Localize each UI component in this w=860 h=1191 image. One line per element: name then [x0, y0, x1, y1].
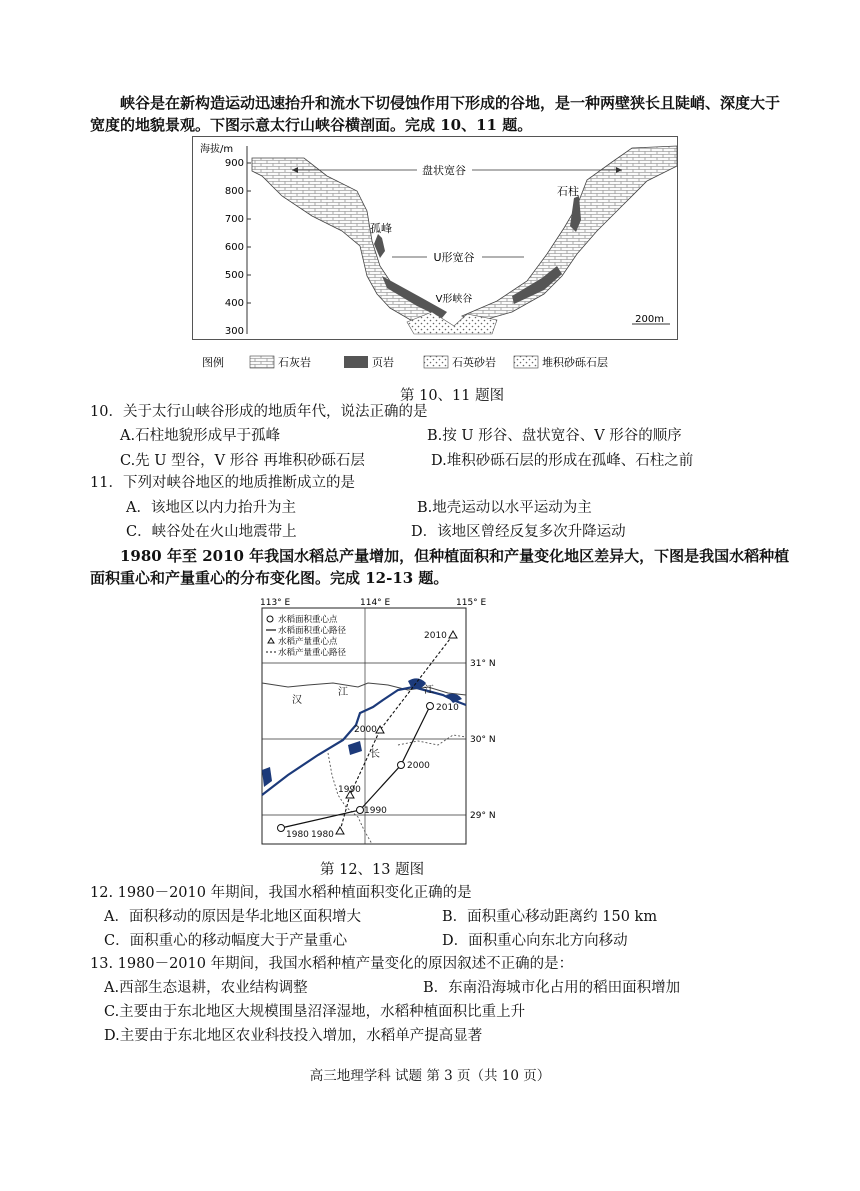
lat-label-31: 31° N — [470, 659, 496, 669]
legend-area-path: 水稻面积重心路径 — [278, 626, 347, 636]
lat-label-29: 29° N — [470, 811, 496, 821]
q11-stem: 11．下列对峡谷地区的地质推断成立的是 — [90, 475, 355, 491]
legend-swatch-limestone — [250, 356, 274, 368]
area-point-1980 — [278, 825, 285, 832]
q10-option-a: A.石柱地貌形成早于孤峰 — [120, 428, 281, 444]
y-tick-600: 600 — [224, 242, 244, 253]
q11-option-c: C．峡谷处在火山地震带上 — [126, 524, 297, 540]
q10-option-b: B.按 U 形谷、盘状宽谷、V 形谷的顺序 — [427, 428, 682, 444]
canyon-cross-section-figure — [192, 136, 678, 376]
legend-gravel: 堆积砂砾石层 — [542, 356, 608, 369]
caption-figure-10-11: 第 10、11 题图 — [400, 388, 505, 404]
area-point-1990 — [357, 807, 364, 814]
y-tick-400: 400 — [224, 298, 244, 309]
prod-year-1990: 1990 — [338, 785, 361, 795]
page-footer: 高三地理学科 试题 第 3 页（共 10 页） — [309, 1068, 551, 1084]
legend-limestone: 石灰岩 — [278, 356, 311, 369]
q10-option-c: C.先 U 型谷，V 形谷 再堆积砂砾石层 — [120, 453, 365, 469]
label-u-valley: U形宽谷 — [433, 251, 475, 264]
legend-title: 图例 — [202, 356, 224, 369]
legend-area-point: 水稻面积重心点 — [278, 615, 338, 625]
area-point-2000 — [398, 762, 405, 769]
q10-stem: 10．关于太行山峡谷形成的地质年代，说法正确的是 — [90, 404, 428, 420]
intro-paragraph-1: 峡谷是在新构造运动迅速抬升和流水下切侵蚀作用下形成的谷地，是一种两壁狭长且陡峭、深度大于宽度的地貌景观。下图示意太行山峡谷横剖面。完成 10、11 题。 — [90, 94, 781, 134]
y-tick-500: 500 — [224, 270, 244, 281]
area-year-1990: 1990 — [364, 806, 387, 816]
legend-swatch-gravel — [514, 356, 538, 368]
legend-quartz-sandstone: 石英砂岩 — [452, 356, 496, 369]
prod-year-2000: 2000 — [354, 725, 377, 735]
area-year-2010: 2010 — [436, 703, 459, 713]
q11-option-b: B.地壳运动以水平运动为主 — [417, 500, 592, 516]
y-axis-title: 海拔/m — [200, 144, 234, 155]
q13-option-b: B．东南沿海城市化占用的稻田面积增加 — [423, 980, 681, 996]
legend-swatch-shale — [344, 356, 368, 368]
lon-label-114: 114° E — [360, 598, 391, 608]
legend-prod-point: 水稻产量重心点 — [278, 637, 338, 647]
q13-option-c: C.主要由于东北地区大规模围垦沼泽湿地，水稻种植面积比重上升 — [104, 1004, 526, 1020]
y-tick-900: 900 — [224, 158, 244, 169]
intro-paragraph-2: 1980 年至 2010 年我国水稻总产量增加，但种植面积和产量变化地区差异大，下图是我国水稻种植面积重心和产量重心的分布变化图。完成 12-13 题。 — [90, 547, 790, 587]
river-label-jiang-2: 江 — [424, 685, 434, 696]
lat-label-30: 30° N — [470, 735, 496, 745]
q12-option-d: D．面积重心向东北方向移动 — [442, 933, 628, 949]
legend-area-point-icon — [267, 616, 273, 622]
q11-option-a: A．该地区以内力抬升为主 — [126, 500, 296, 516]
area-year-1980: 1980 — [286, 830, 309, 840]
q12-stem: 12. 1980－2010 年期间，我国水稻种植面积变化正确的是 — [90, 885, 472, 901]
caption-figure-12-13: 第 12、13 题图 — [320, 862, 425, 878]
y-tick-700: 700 — [224, 214, 244, 225]
q12-option-a: A．面积移动的原因是华北地区面积增大 — [104, 909, 361, 925]
label-pan-valley: 盘状宽谷 — [422, 164, 466, 177]
lon-label-113: 113° E — [260, 598, 291, 608]
lon-label-115: 115° E — [456, 598, 487, 608]
area-year-2000: 2000 — [407, 761, 430, 771]
q12-option-b: B．面积重心移动距离约 150 km — [442, 909, 658, 925]
scale-label: 200m — [635, 314, 664, 325]
legend-shale: 页岩 — [372, 356, 394, 369]
y-tick-300: 300 — [224, 326, 244, 337]
area-point-2010 — [427, 703, 434, 710]
legend-swatch-quartz-sandstone — [424, 356, 448, 368]
q13-option-d: D.主要由于东北地区农业科技投入增加，水稻单产提高显著 — [104, 1028, 483, 1044]
river-label-jiang-1: 江 — [338, 687, 348, 698]
river-label-chang: 长 — [370, 749, 380, 760]
q13-option-a: A.西部生态退耕，农业结构调整 — [104, 980, 308, 996]
label-stone-pillar: 石柱 — [557, 185, 579, 198]
prod-year-1980: 1980 — [311, 830, 334, 840]
prod-year-2010: 2010 — [424, 631, 447, 641]
label-v-canyon: V形峡谷 — [435, 294, 473, 305]
y-tick-800: 800 — [224, 186, 244, 197]
legend-prod-path: 水稻产量重心路径 — [278, 648, 347, 658]
q13-stem: 13. 1980－2010 年期间，我国水稻种植产量变化的原因叙述不正确的是： — [90, 956, 574, 972]
label-isolated-peak: 孤峰 — [370, 222, 392, 235]
q10-option-d: D.堆积砂砾石层的形成在孤峰、石柱之前 — [431, 453, 694, 469]
q11-option-d: D．该地区曾经反复多次升降运动 — [411, 524, 626, 540]
q12-option-c: C．面积重心的移动幅度大于产量重心 — [104, 933, 348, 949]
rice-centroid-map-figure — [248, 595, 498, 855]
river-label-han: 汉 — [292, 695, 302, 706]
